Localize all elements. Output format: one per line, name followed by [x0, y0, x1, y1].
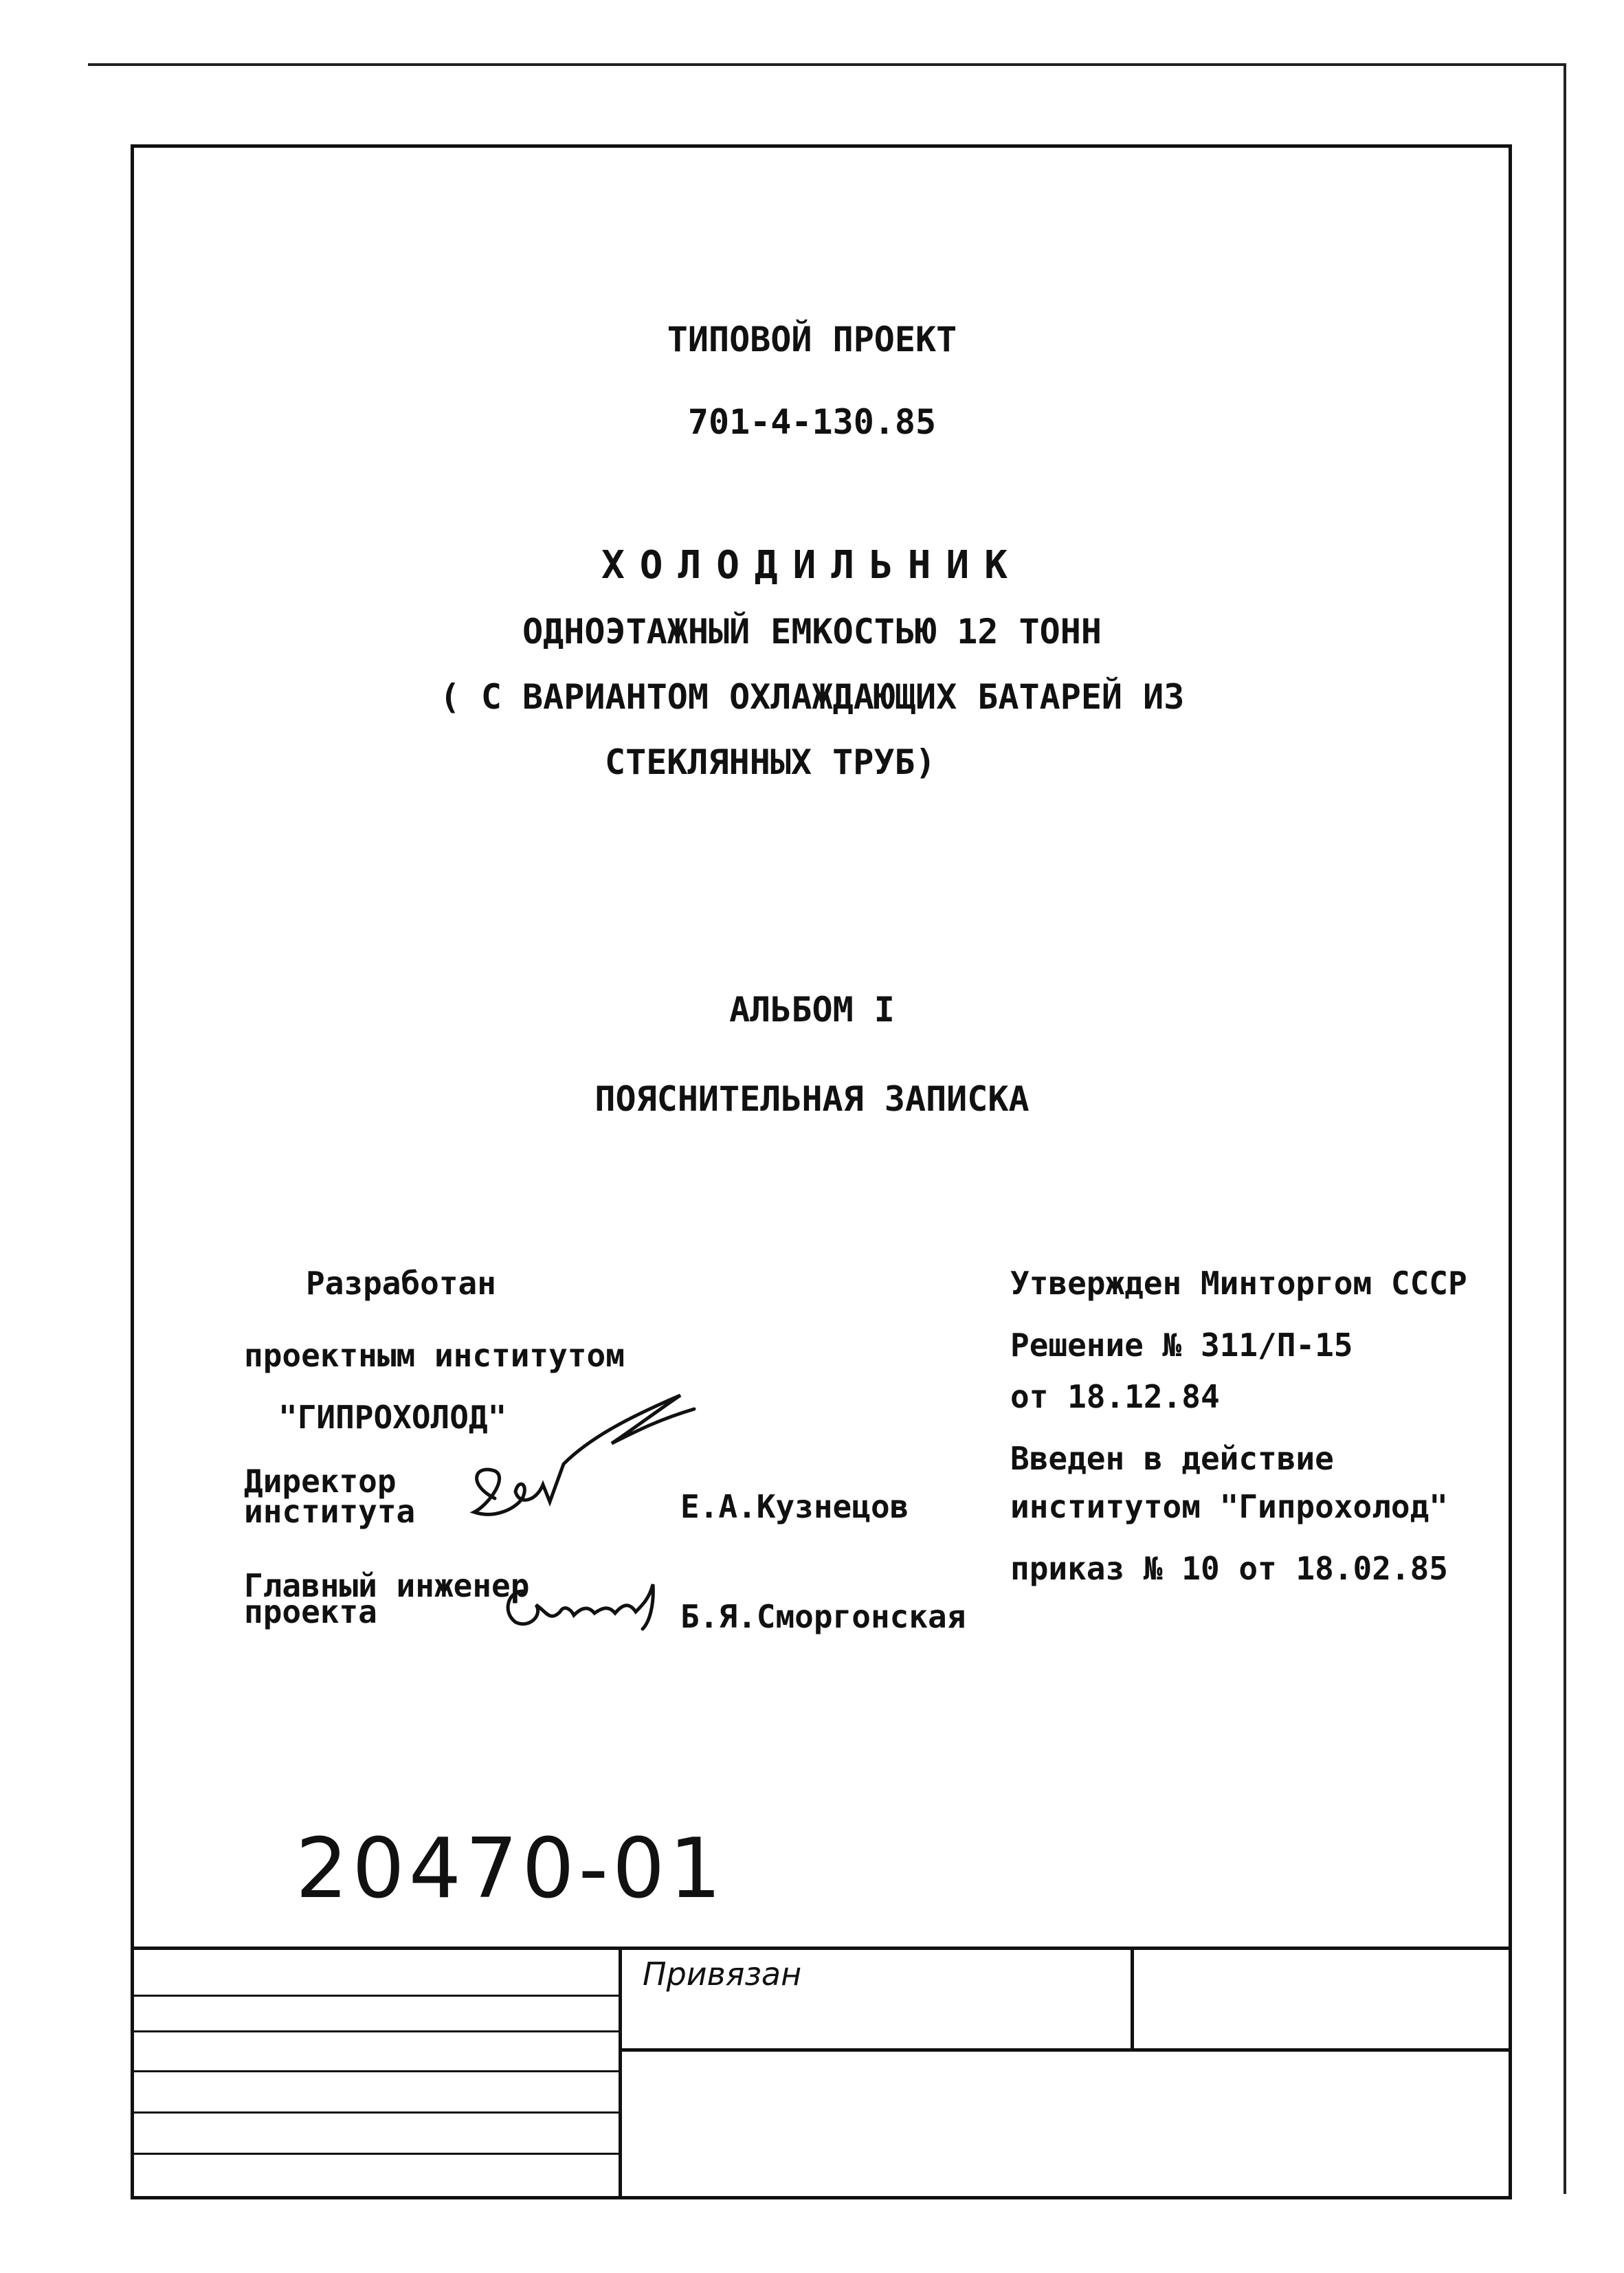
director-label-line-1: Директор	[244, 1463, 397, 1500]
grid-divider-vertical-2	[1131, 1947, 1134, 2050]
chief-engineer-name: Б.Я.Сморгонская	[680, 1598, 966, 1635]
institute-name: "ГИПРОХОЛОД"	[278, 1399, 507, 1436]
project-code: 701-4-130.85	[687, 402, 937, 442]
director-label-line-2: института	[244, 1493, 416, 1530]
enacted-label: Введен в действие	[1010, 1440, 1334, 1477]
decision-number: Решение № 311/П-15	[1010, 1327, 1353, 1364]
enacted-by: институтом "Гипрохолод"	[1010, 1488, 1448, 1525]
director-name: Е.А.Кузнецов	[680, 1488, 909, 1525]
chief-engineer-label-line-2: проекта	[244, 1593, 377, 1630]
chief-engineer-label-line-1: Главный инженер	[244, 1567, 530, 1604]
album-title: ПОЯСНИТЕЛЬНАЯ ЗАПИСКА	[594, 1079, 1030, 1119]
chief-engineer-signature	[495, 1571, 680, 1646]
order-number: приказ № 10 от 18.02.85	[1010, 1550, 1448, 1587]
album-number: АЛЬБОМ I	[729, 990, 895, 1030]
institute-label: проектным институтом	[244, 1337, 625, 1374]
grid-left-row-5	[131, 2153, 620, 2155]
grid-left-row-1	[131, 1995, 620, 1997]
top-border-line	[88, 63, 1566, 66]
description-line-2: ( С ВАРИАНТОМ ОХЛАЖДАЮЩИХ БАТАРЕЙ ИЗ	[439, 677, 1185, 717]
grid-top-line	[131, 1947, 1512, 1950]
approved-by: Утвержден Минторгом СССР	[1010, 1265, 1467, 1302]
grid-left-row-2	[131, 2030, 620, 2032]
grid-left-row-4	[131, 2111, 620, 2114]
title-block-grid	[131, 1947, 1512, 2199]
description-line-3: СТЕКЛЯННЫХ ТРУБ)	[605, 742, 936, 782]
bound-label: Привязан	[643, 1955, 802, 1993]
project-type: ТИПОВОЙ ПРОЕКТ	[667, 320, 957, 359]
object-name: ХОЛОДИЛЬНИК	[601, 543, 1023, 588]
director-signature	[454, 1382, 742, 1546]
right-border-line	[1564, 63, 1566, 2194]
grid-middle-line	[619, 2048, 1512, 2052]
description-line-1: ОДНОЭТАЖНЫЙ ЕМКОСТЬЮ 12 ТОНН	[522, 612, 1102, 652]
grid-left-row-3	[131, 2070, 620, 2072]
decision-date: от 18.12.84	[1010, 1378, 1220, 1415]
developed-label: Разработан	[306, 1265, 496, 1302]
grid-divider-vertical-1	[619, 1947, 622, 2199]
inventory-number: 20470-01	[296, 1821, 726, 1917]
